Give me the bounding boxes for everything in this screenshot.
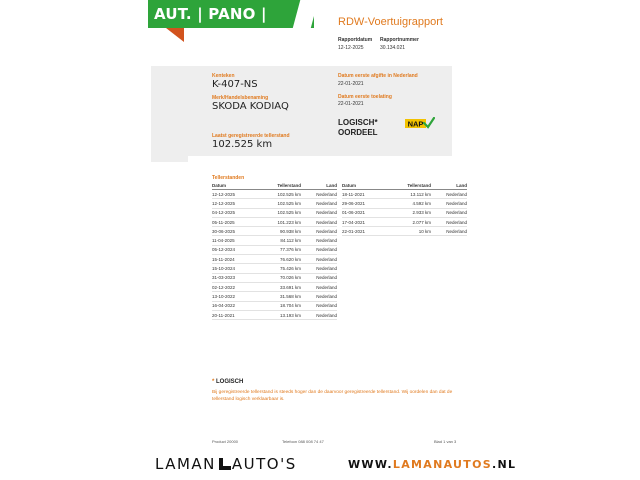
cell-country: Nederland [305,217,337,226]
cell-date: 16-04-2022 [212,301,257,310]
make-label: Merk/Handelsbenaming [212,95,269,101]
cell-country: Nederland [305,264,337,273]
cell-date: 13-10-2022 [212,292,257,301]
col-header-country: Land [305,182,337,190]
first-admission-label: Datum eerste toelating [338,94,392,100]
cell-country: Nederland [435,217,467,226]
cell-km: 77.376 km [257,245,305,254]
cell-country: Nederland [305,227,337,236]
cell-country: Nederland [305,282,337,291]
table-row [212,236,337,245]
url-suffix: .NL [491,458,517,471]
table-row [212,301,337,310]
cell-country: Nederland [305,245,337,254]
cell-km: 84.112 km [257,236,305,245]
panel-tab [151,156,188,162]
cell-country: Nederland [305,310,337,319]
make-value: SKODA KODIAQ [212,101,289,112]
cell-country: Nederland [305,292,337,301]
cell-date: 18-11-2021 [342,190,387,199]
report-number: 30.134.021 [380,45,406,51]
cell-date: 02-12-2022 [212,282,257,291]
table-row [212,292,337,301]
banner-ribbon-tail [166,28,184,42]
odometer-table-left [212,182,337,320]
cell-km: 2.077 km [387,217,435,226]
cell-km: 31.568 km [257,292,305,301]
cell-km: 18.704 km [257,301,305,310]
cell-country: Nederland [305,273,337,282]
cell-date: 20-11-2021 [212,310,257,319]
report-title: RDW-Voertuigrapport [338,16,443,28]
report-date-label: Rapportdatum [338,37,373,43]
cell-country: Nederland [305,199,337,208]
verdict-line-1: LOGISCH* [338,118,378,127]
cell-km: 2.933 km [387,208,435,217]
cell-date: 29-06-2021 [342,199,387,208]
table-row [212,208,337,217]
cell-date: 12-12-2025 [212,190,257,199]
cell-km: 4.592 km [387,199,435,208]
cell-km: 102.525 km [257,199,305,208]
col-header-country: Land [435,182,467,190]
footer-phone: Telefoon 088 008 74 47 [282,439,324,444]
cell-date: 31-03-2023 [212,273,257,282]
cell-date: 22-01-2021 [342,227,387,236]
cell-country: Nederland [435,208,467,217]
cell-km: 75.426 km [257,264,305,273]
odometer-value: 102.525 km [212,139,273,150]
cell-km: 13.193 km [257,310,305,319]
cell-km: 13.112 km [387,190,435,199]
plate-value: K-407-NS [212,79,258,90]
cell-date: 15-10-2024 [212,264,257,273]
report-date: 12-12-2025 [338,45,364,51]
note-title-text: LOGISCH [216,379,244,385]
first-nl-label: Datum eerste afgifte in Nederland [338,73,418,79]
cell-km: 33.691 km [257,282,305,291]
cell-country: Nederland [435,190,467,199]
promo-banner [148,0,314,51]
table-row [342,199,467,208]
col-header-date: Datum [212,182,257,190]
cell-country: Nederland [435,227,467,236]
cell-country: Nederland [305,208,337,217]
cell-km: 90.938 km [257,227,305,236]
nap-logo-icon [405,117,435,130]
cell-country: Nederland [305,301,337,310]
cell-date: 30-06-2025 [212,227,257,236]
first-admission-value: 22-01-2021 [338,101,364,107]
report-number-label: Rapportnummer [380,37,419,43]
odometer-section-title: Tellerstanden [212,175,245,181]
cell-km: 101.223 km [257,217,305,226]
brand-l-icon [219,458,231,470]
footer-page: Blad 1 van 3 [434,439,457,444]
table-row [212,245,337,254]
table-row [342,190,467,199]
nap-logo-text: NAP [407,119,424,129]
cell-date: 15-11-2024 [212,255,257,264]
cell-km: 10 km [387,227,435,236]
table-row [212,255,337,264]
plate-label: Kenteken [212,73,235,79]
note-text: Bij geregistreerde tellerstand is steeds hoger dan de daarvoor geregistreerde tellerstand. Wij oordelen dan dat de tellerstand logisch verklaarbaar is. [212,390,453,402]
brand-url[interactable] [348,458,516,471]
brand-name-part1: LAMAN [155,455,216,473]
col-header-km: Tellerstand [387,182,435,190]
odometer-table-right [342,182,467,236]
cell-date: 04-12-2025 [212,208,257,217]
brand-name-part2: AUTO'S [231,455,297,473]
table-row [212,282,337,291]
brand-logo [155,455,297,473]
note-title [212,379,243,385]
verdict-line-2: OORDEEL [338,128,378,137]
cell-date: 17-04-2021 [342,217,387,226]
table-header-row [212,182,337,190]
url-accent: LAMANAUTOS [392,458,492,471]
table-header-row [342,182,467,190]
odometer-label: Laatst geregistreerde tellerstand [212,133,290,139]
table-row [212,310,337,319]
table-row [212,199,337,208]
table-row [212,273,337,282]
table-row [212,227,337,236]
cell-country: Nederland [305,236,337,245]
table-row [342,208,467,217]
cell-date: 01-06-2021 [342,208,387,217]
cell-km: 102.525 km [257,190,305,199]
vehicle-info-panel [151,66,452,156]
cell-date: 05-12-2024 [212,245,257,254]
table-row [342,227,467,236]
cell-date: 11-04-2025 [212,236,257,245]
verdict [338,118,378,138]
first-nl-value: 22-01-2021 [338,81,364,87]
col-header-km: Tellerstand [257,182,305,190]
banner-text: AUT. | PANO | CARPLAY [154,5,267,51]
col-header-date: Datum [342,182,387,190]
table-row [212,217,337,226]
cell-country: Nederland [435,199,467,208]
cell-date: 05-11-2025 [212,217,257,226]
cell-km: 102.525 km [257,208,305,217]
note-star: * [212,379,215,385]
cell-km: 76.620 km [257,255,305,264]
cell-km: 70.026 km [257,273,305,282]
cell-country: Nederland [305,190,337,199]
footer-product: Product 20000 [212,439,239,444]
table-row [212,190,337,199]
cell-date: 12-12-2025 [212,199,257,208]
cell-country: Nederland [305,255,337,264]
table-row [342,217,467,226]
table-row [212,264,337,273]
url-prefix: WWW. [348,458,393,471]
